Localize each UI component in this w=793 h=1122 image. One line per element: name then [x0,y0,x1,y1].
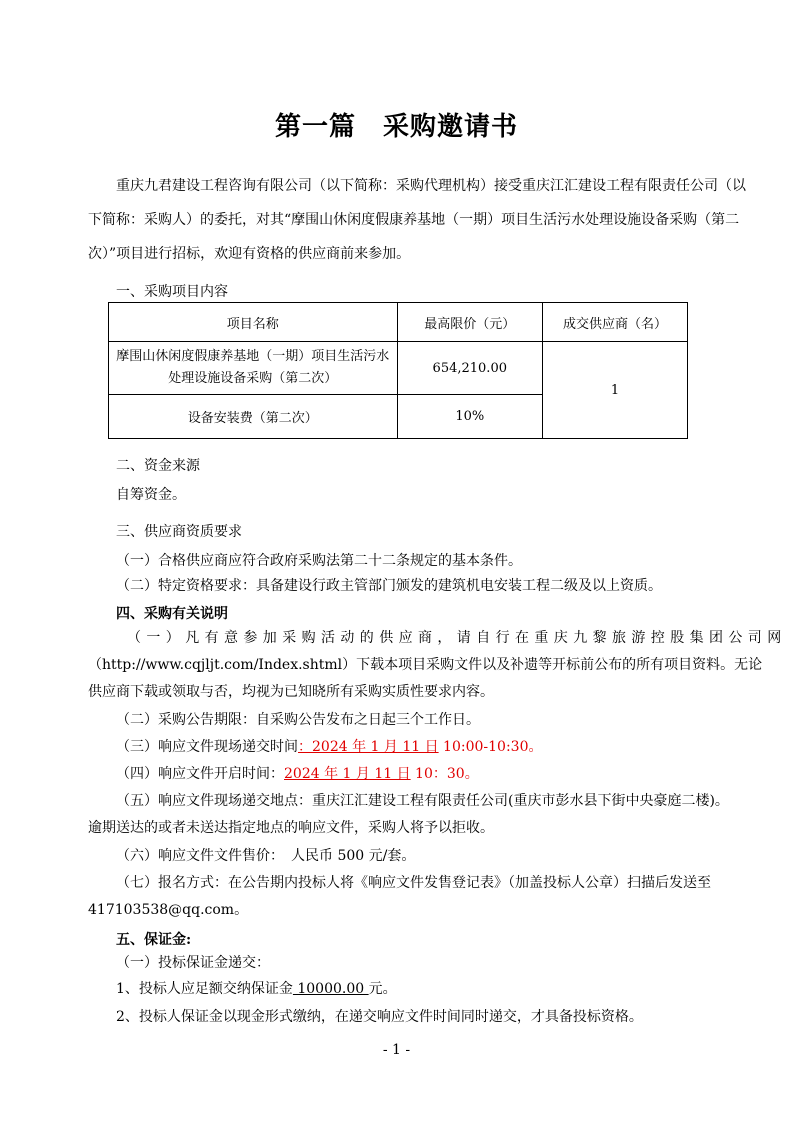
notice-item-2: （二）采购公告期限：自采购公告发布之日起三个工作日。 [116,712,480,728]
notice-item-1-line-3: 供应商下载或领取与否，均视为已知晓所有采购实质性要求内容。 [88,684,494,700]
cell-price: 10% [397,395,542,439]
notice-item-5-line-2: 逾期送达的或者未送达指定地点的响应文件，采购人将予以拒收。 [88,820,494,836]
notice-item-3 [116,739,542,755]
table-row [109,342,688,395]
notice-item-1-line-2: （http://www.cqjljt.com/Index.shtml）下载本项目采购文件以及补遗等开标前公布的所有项目资料。无论 [88,657,763,673]
notice-item-5-line-1: （五）响应文件现场递交地点：重庆江汇建设工程有限责任公司(重庆市彭水县下街中央豪庭二楼)。 [116,793,729,809]
cell-project-name-line-2: 处理设施设备采购（第二次） [168,371,338,386]
header-supplier-count: 成交供应商（名） [542,303,687,342]
header-project-name: 项目名称 [109,303,398,342]
cell-project-name-line-1: 摩围山休闲度假康养基地（一期）项目生活污水 [116,349,390,364]
deposit-amount: 10000.00 [292,981,369,997]
deposit-sub-2: 2、投标人保证金以现金形式缴纳，在递交响应文件时间同时递交，才具备投标资格。 [116,1009,643,1025]
deposit-sub-1-prefix: 1、投标人应足额交纳保证金 [116,981,293,997]
notice-item-1-line-1: （一）凡有意参加采购活动的供应商，请自行在重庆九黎旅游控股集团公司网 [127,630,787,646]
section-4-heading: 四、采购有关说明 [116,606,228,622]
deposit-sub-1-suffix: 元。 [368,981,397,997]
page-number: - 1 - [382,1042,411,1058]
procurement-table [108,302,688,439]
cell-price: 654,210.00 [397,342,542,395]
submission-time-label: （三）响应文件现场递交时间 [116,739,298,755]
qualification-item-1: （一）合格供应商应符合政府采购法第二十二条规定的基本条件。 [116,553,522,569]
cell-project-name [109,342,398,395]
page-title: 第一篇 采购邀请书 [274,112,518,142]
qualification-item-2: （二）特定资格要求：具备建设行政主管部门颁发的建筑机电安装工程二级及以上资质。 [116,578,662,594]
notice-item-7-line-1: （七）报名方式：在公告期内投标人将《响应文件发售登记表》（加盖投标人公章）扫描后发送至 [116,875,711,891]
notice-item-7-line-2: 417103538@qq.com。 [88,902,249,918]
submission-date: ：2024 年 1 月 11 日 [298,739,439,755]
table-header-row [109,303,688,342]
section-1-heading: 一、采购项目内容 [116,284,228,300]
intro-line-2: 下简称：采购人）的委托，对其“摩围山休闲度假康养基地（一期）项目生活污水处理设施设备采购（第二 [88,212,740,228]
header-max-price: 最高限价（元） [397,303,542,342]
section-2-heading: 二、资金来源 [116,458,200,474]
intro-line-1: 重庆九君建设工程咨询有限公司（以下简称：采购代理机构）接受重庆江汇建设工程有限责任公司（以 [116,178,746,194]
notice-item-6: （六）响应文件文件售价： 人民币 500 元/套。 [116,848,416,864]
opening-date: 2024 年 1 月 11 日 [284,766,411,782]
intro-line-3: 次）”项目进行招标，欢迎有资格的供应商前来参加。 [88,246,411,262]
opening-time-label: （四）响应文件开启时间： [116,766,284,782]
section-3-heading: 三、供应商资质要求 [116,524,242,540]
section-5-heading: 五、保证金: [116,932,192,948]
opening-time: 10：30。 [410,766,479,782]
submission-time: 10:00-10:30。 [438,739,543,755]
deposit-sub-1 [116,981,397,997]
cell-project-name: 设备安装费（第二次） [109,395,398,439]
funding-source-text: 自筹资金。 [116,487,186,503]
notice-item-4 [116,766,479,782]
cell-supplier-count: 1 [542,342,687,439]
deposit-item-1: （一）投标保证金递交： [116,955,270,971]
